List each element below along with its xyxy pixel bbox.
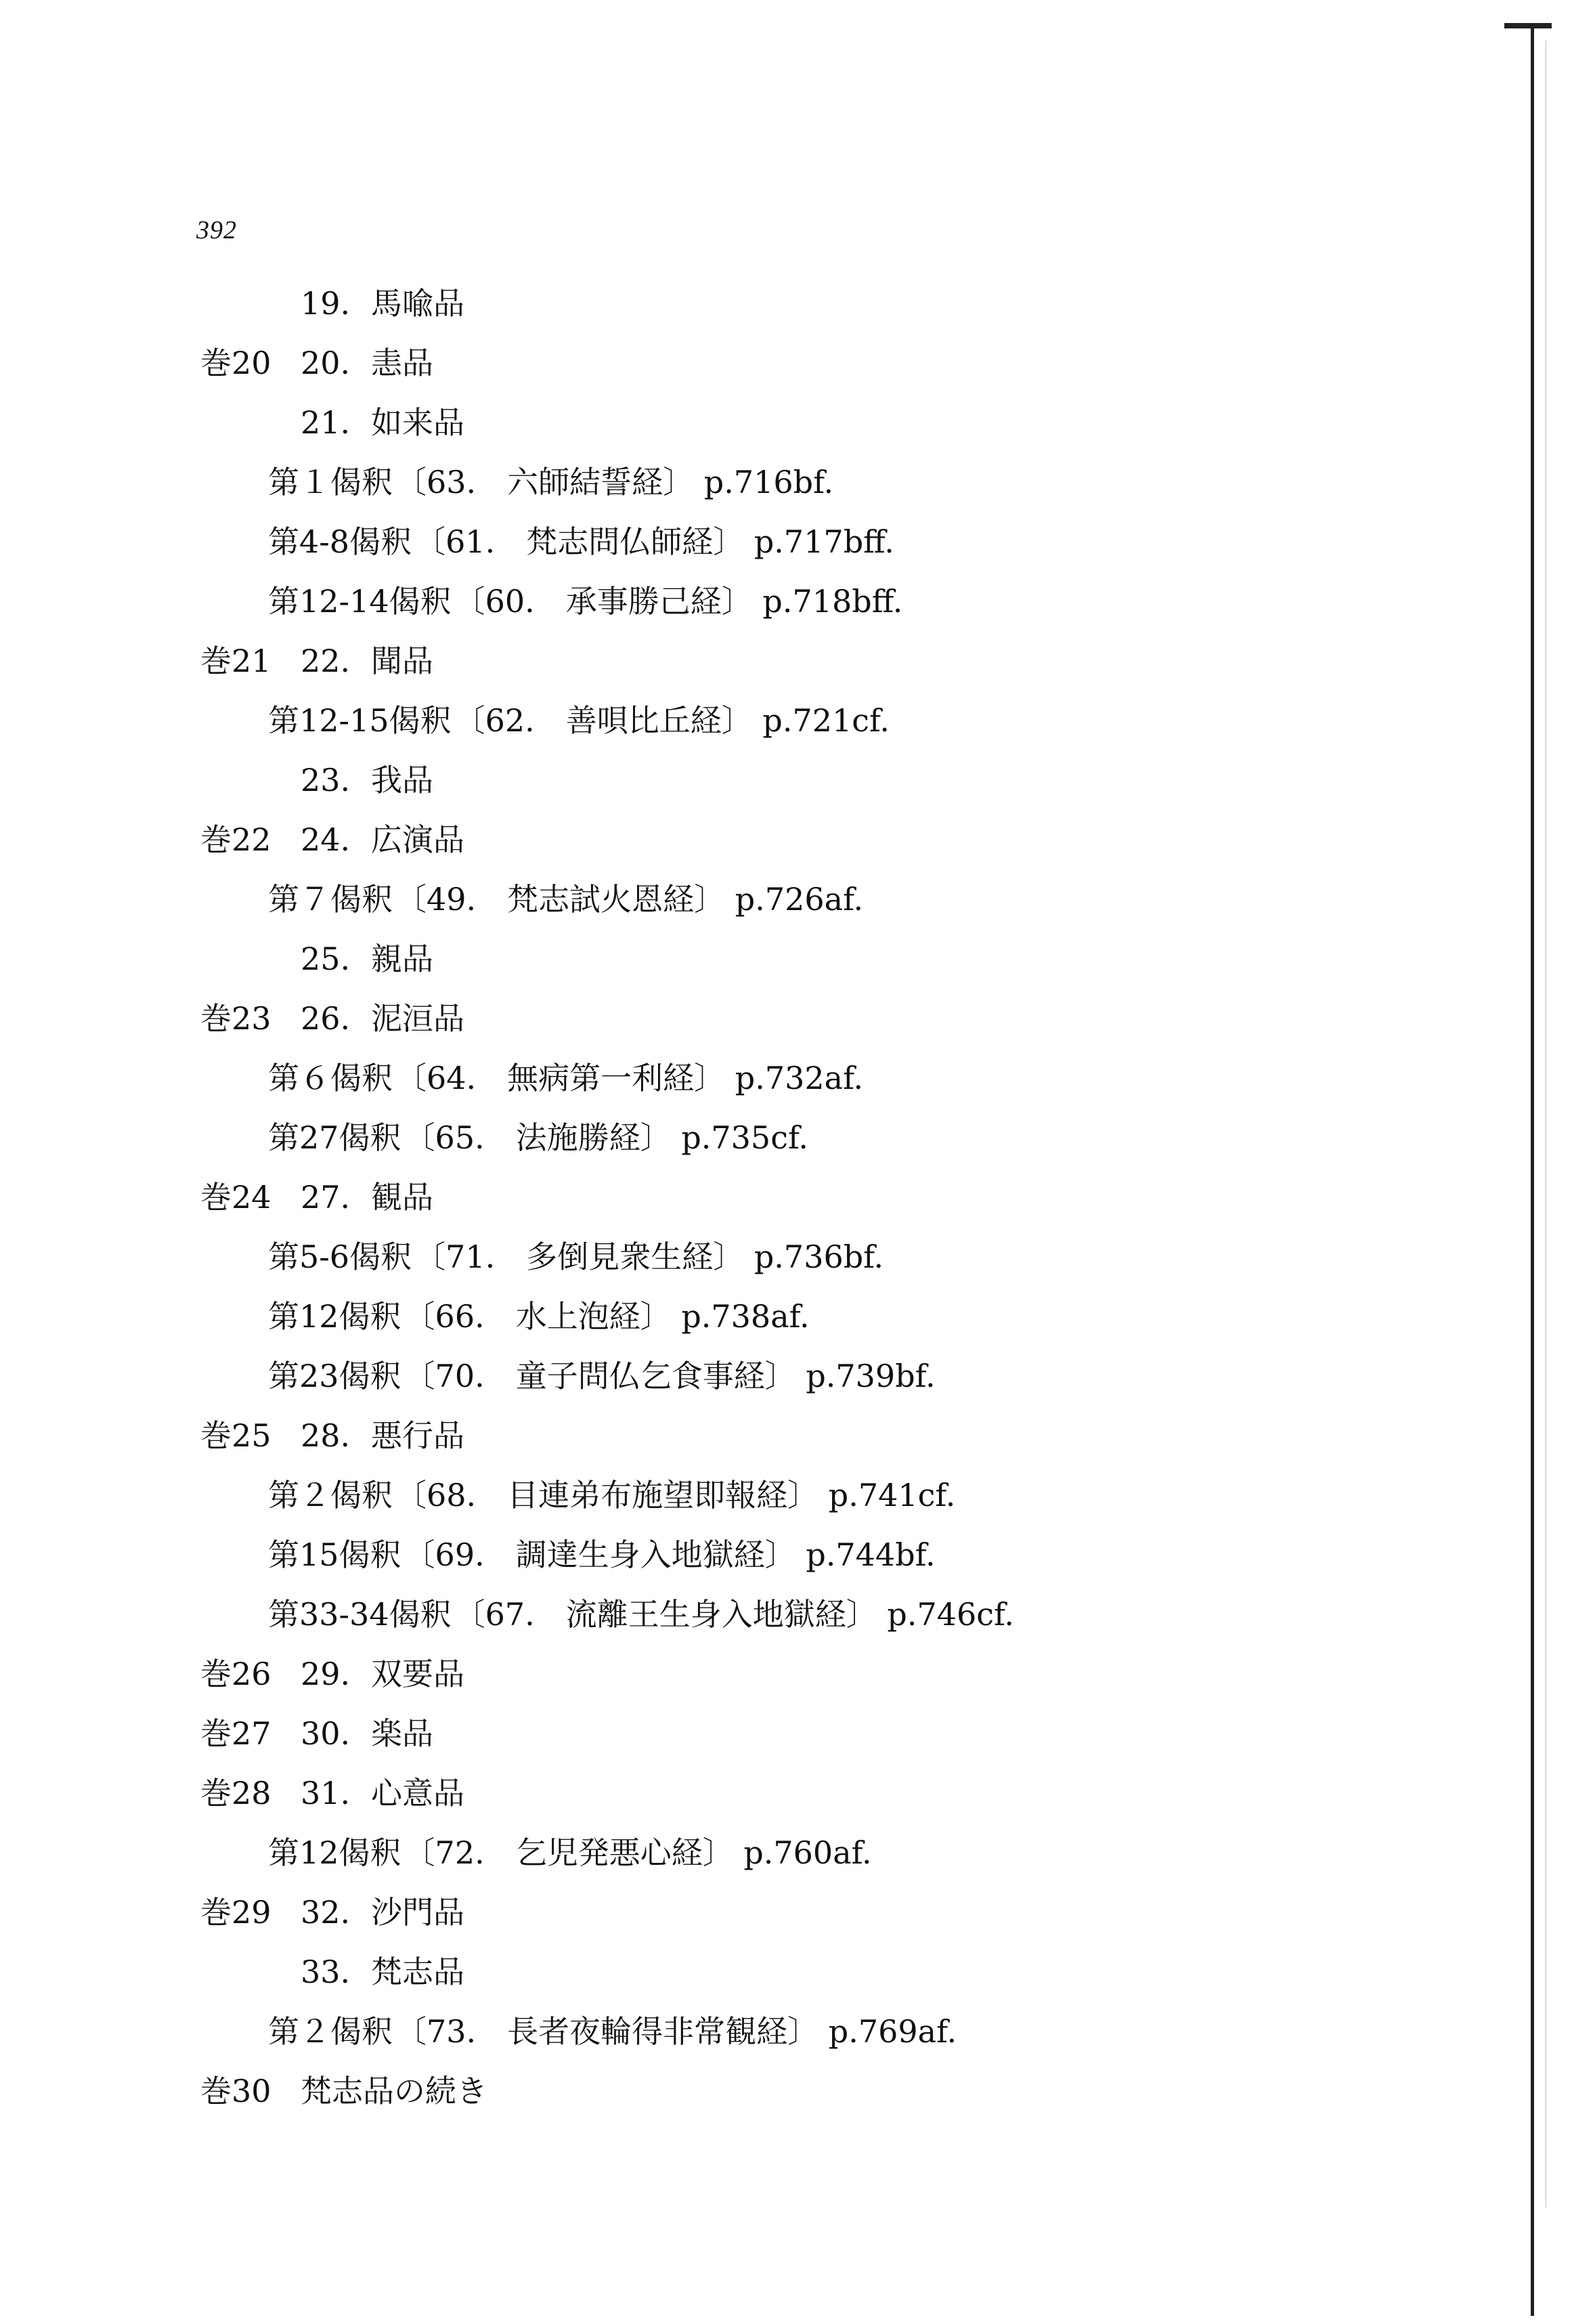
verse-label: 第33-34偈釈 bbox=[268, 1596, 452, 1633]
chapter-number: 28. bbox=[301, 1417, 351, 1454]
chapter-entry bbox=[0, 1715, 1572, 1759]
chapter-entry bbox=[0, 2075, 1572, 2116]
verse-label: 第７偈釈 bbox=[268, 881, 393, 918]
sutra-reference: 〔67. 流離王生身入地獄経〕 p.746cf. bbox=[454, 1596, 1015, 1633]
verse-entry bbox=[0, 1298, 1572, 1341]
chapter-entry bbox=[0, 404, 1572, 448]
chapter-title: 観品 bbox=[371, 1179, 433, 1215]
sutra-reference: 〔68. 目連弟布施望即報経〕 p.741cf. bbox=[395, 1477, 956, 1513]
sutra-reference: 〔64. 無病第一利経〕 p.732af. bbox=[395, 1060, 864, 1096]
page-number: 392 bbox=[196, 216, 237, 244]
chapter-title: 沙門品 bbox=[371, 1894, 464, 1931]
chapter-number: 24. bbox=[301, 821, 351, 858]
chapter-number: 27. bbox=[301, 1179, 351, 1215]
verse-label: 第23偈釈 bbox=[268, 1358, 401, 1394]
volume-label: 巻24 bbox=[200, 1179, 271, 1215]
sutra-reference: 〔66. 水上泡経〕 p.738af. bbox=[403, 1298, 810, 1335]
margin-rule-top bbox=[1504, 23, 1552, 28]
chapter-number: 29. bbox=[301, 1656, 351, 1692]
chapter-entry bbox=[0, 1000, 1572, 1043]
chapter-entry bbox=[0, 1658, 1572, 1699]
verse-entry bbox=[0, 583, 1572, 626]
chapter-title: 梵志品 bbox=[371, 1954, 464, 1990]
verse-entry bbox=[0, 1477, 1572, 1520]
chapter-entry bbox=[0, 285, 1572, 328]
verse-entry bbox=[0, 1596, 1572, 1639]
chapter-title: 悪行品 bbox=[371, 1417, 464, 1454]
sutra-reference: 〔65. 法施勝経〕 p.735cf. bbox=[403, 1119, 808, 1156]
chapter-number: 30. bbox=[301, 1715, 351, 1752]
verse-entry bbox=[0, 1536, 1572, 1580]
volume-label: 巻30 bbox=[200, 2073, 271, 2109]
verse-entry bbox=[0, 1241, 1572, 1282]
chapter-entry bbox=[0, 645, 1572, 686]
verse-label: 第12-14偈釈 bbox=[268, 583, 452, 620]
chapter-title: 馬喩品 bbox=[371, 285, 464, 322]
verse-entry bbox=[0, 2013, 1572, 2057]
chapter-title: 双要品 bbox=[371, 1656, 464, 1692]
volume-label: 巻28 bbox=[200, 1775, 271, 1811]
chapter-entry bbox=[0, 821, 1572, 865]
chapter-entry bbox=[0, 943, 1572, 984]
chapter-title: 広演品 bbox=[371, 821, 464, 858]
verse-label: 第12-15偈釈 bbox=[268, 702, 452, 739]
chapter-number: 23. bbox=[301, 762, 351, 798]
chapter-entry bbox=[0, 1179, 1572, 1222]
verse-label: 第６偈釈 bbox=[268, 1060, 393, 1096]
sutra-reference: 〔73. 長者夜輪得非常観経〕 p.769af. bbox=[395, 2013, 957, 2050]
chapter-title: 楽品 bbox=[371, 1715, 433, 1752]
verse-entry bbox=[0, 702, 1572, 746]
verse-entry bbox=[0, 1360, 1572, 1401]
sutra-reference: 〔61. 梵志問仏師経〕 p.717bff. bbox=[414, 523, 894, 560]
verse-entry bbox=[0, 464, 1572, 507]
volume-label: 巻22 bbox=[200, 821, 271, 858]
volume-label: 巻26 bbox=[200, 1656, 271, 1692]
chapter-entry bbox=[0, 1775, 1572, 1818]
sutra-reference: 〔49. 梵志試火恩経〕 p.726af. bbox=[395, 881, 864, 918]
verse-label: 第12偈釈 bbox=[268, 1834, 401, 1871]
chapter-title: 親品 bbox=[371, 941, 433, 977]
chapter-number: 19. bbox=[301, 285, 351, 322]
sutra-reference: 〔60. 承事勝己経〕 p.718bff. bbox=[454, 583, 903, 620]
sutra-reference: 〔72. 乞児発悪心経〕 p.760af. bbox=[403, 1834, 872, 1871]
chapter-number: 33. bbox=[301, 1954, 351, 1990]
chapter-title: 心意品 bbox=[371, 1775, 464, 1811]
chapter-entry bbox=[0, 762, 1572, 805]
verse-entry bbox=[0, 1062, 1572, 1103]
verse-entry bbox=[0, 1119, 1572, 1163]
chapter-entry bbox=[0, 347, 1572, 388]
chapter-number: 21. bbox=[301, 404, 351, 441]
sutra-reference: 〔69. 調達生身入地獄経〕 p.744bf. bbox=[403, 1536, 936, 1573]
chapter-number: 25. bbox=[301, 941, 351, 977]
verse-label: 第15偈釈 bbox=[268, 1536, 401, 1573]
chapter-title: 聞品 bbox=[371, 643, 433, 679]
chapter-number: 20. bbox=[301, 345, 351, 381]
chapter-entry bbox=[0, 1894, 1572, 1937]
chapter-title: 我品 bbox=[371, 762, 433, 798]
chapter-title: 梵志品の続き bbox=[301, 2073, 487, 2109]
verse-label: 第4-8偈釈 bbox=[268, 523, 412, 560]
chapter-title: 如来品 bbox=[371, 404, 464, 441]
verse-label: 第１偈釈 bbox=[268, 464, 393, 500]
chapter-number: 32. bbox=[301, 1894, 351, 1931]
sutra-reference: 〔70. 童子問仏乞食事経〕 p.739bf. bbox=[403, 1358, 936, 1394]
chapter-title: 恚品 bbox=[371, 345, 433, 381]
sutra-reference: 〔62. 善唄比丘経〕 p.721cf. bbox=[454, 702, 890, 739]
volume-label: 巻25 bbox=[200, 1417, 271, 1454]
verse-label: 第27偈釈 bbox=[268, 1119, 401, 1156]
verse-entry bbox=[0, 1834, 1572, 1878]
chapter-number: 26. bbox=[301, 1000, 351, 1037]
volume-label: 巻21 bbox=[200, 643, 271, 679]
chapter-entry bbox=[0, 1417, 1572, 1461]
chapter-entry bbox=[0, 1956, 1572, 1997]
chapter-number: 31. bbox=[301, 1775, 351, 1811]
sutra-reference: 〔71. 多倒見衆生経〕 p.736bf. bbox=[414, 1239, 884, 1275]
verse-label: 第２偈釈 bbox=[268, 1477, 393, 1513]
verse-label: 第5-6偈釈 bbox=[268, 1239, 412, 1275]
volume-label: 巻27 bbox=[200, 1715, 271, 1752]
verse-label: 第12偈釈 bbox=[268, 1298, 401, 1335]
volume-label: 巻23 bbox=[200, 1000, 271, 1037]
verse-entry bbox=[0, 881, 1572, 924]
verse-label: 第２偈釈 bbox=[268, 2013, 393, 2050]
chapter-number: 22. bbox=[301, 643, 351, 679]
verse-entry bbox=[0, 523, 1572, 567]
volume-label: 巻29 bbox=[200, 1894, 271, 1931]
sutra-reference: 〔63. 六師結誓経〕 p.716bf. bbox=[395, 464, 834, 500]
volume-label: 巻20 bbox=[200, 345, 271, 381]
chapter-title: 泥洹品 bbox=[371, 1000, 464, 1037]
